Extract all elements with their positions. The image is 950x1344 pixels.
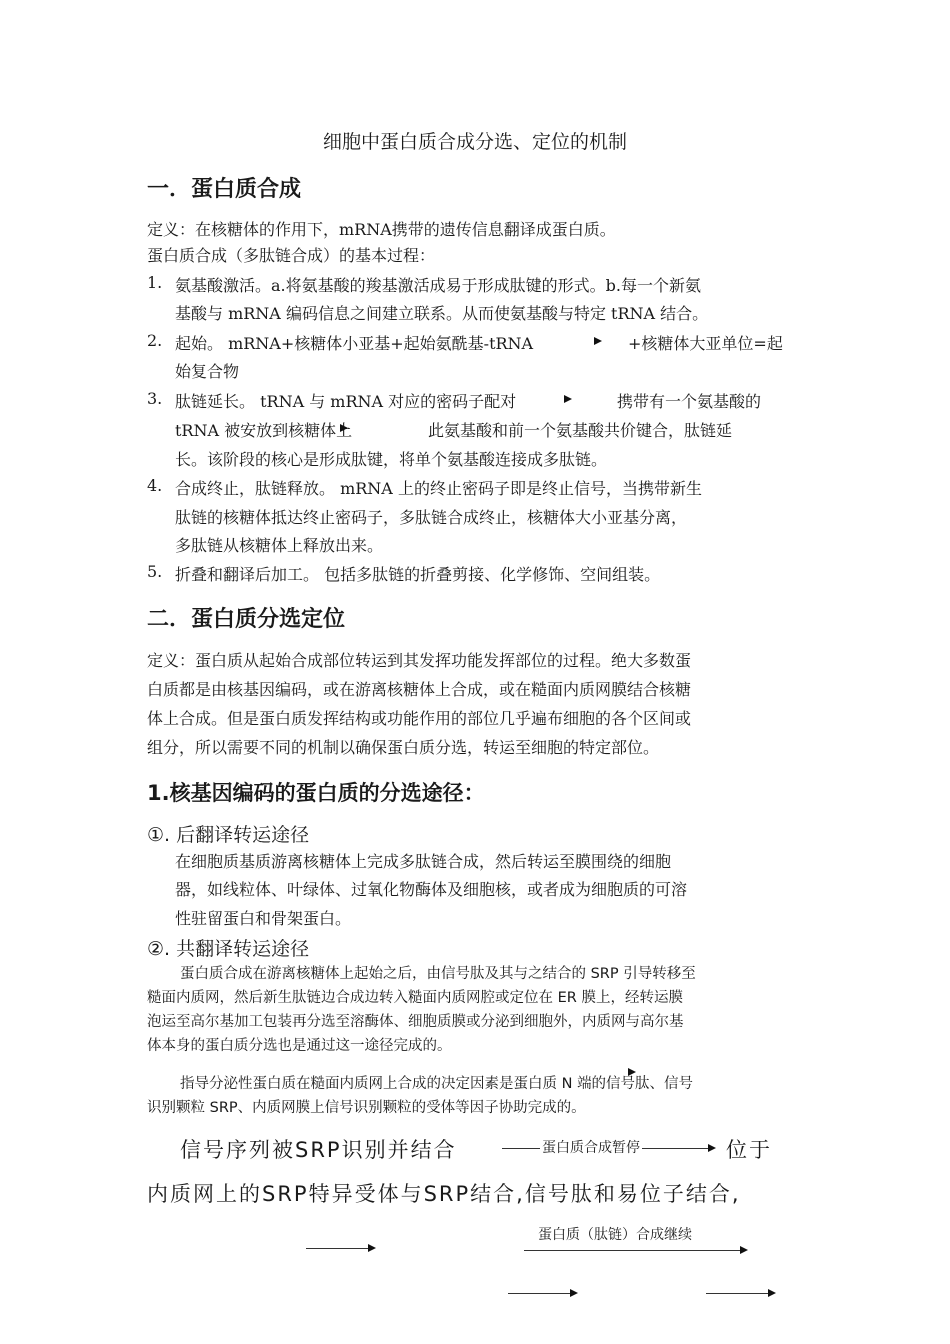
route2-para2-line: 识别颗粒 SRP、内质网膜上信号识别颗粒的受体等因子协助完成的。: [147, 1100, 586, 1116]
arrow-icon: [340, 424, 348, 432]
step-1-line: 基酸与 mRNA 编码信息之间建立联系。从而使氨基酸与特定 tRNA 结合。: [175, 304, 709, 323]
step-4-line: 肽链的核糖体抵达终止密码子，多肽链合成终止，核糖体大小亚基分离，: [175, 508, 688, 527]
arrow-icon: [594, 337, 602, 345]
section2-heading: 二．蛋白质分选定位: [147, 607, 346, 632]
step-4-line: 多肽链从核糖体上释放出来。: [175, 536, 384, 555]
step-3-line: tRNA 被安放到核糖体上: [175, 421, 353, 440]
step-2-line: 起始。 mRNA+核糖体小亚基+起始氨酰基-tRNA: [175, 334, 534, 353]
arrow-icon: [628, 1068, 636, 1076]
subsection-heading: 1.核基因编码的蛋白质的分选途径：: [147, 781, 485, 805]
step-3-line: 此氨基酸和前一个氨基酸共价键合，肽链延: [428, 421, 733, 440]
section2-definition-line: 定义：蛋白质从起始合成部位转运到其发挥功能发挥部位的过程。绝大多数蛋: [147, 651, 692, 670]
section2-definition-line: 组分，所以需要不同的机制以确保蛋白质分选，转运至细胞的特定部位。: [147, 738, 660, 757]
arrow-icon: [524, 1250, 746, 1251]
section1-process-intro: 蛋白质合成（多肽链合成）的基本过程：: [147, 246, 436, 265]
route1-line: 器，如线粒体、叶绿体、过氧化物酶体及细胞核，或者成为细胞质的可溶: [175, 880, 688, 899]
section1-definition: 定义：在核糖体的作用下，mRNA携带的遗传信息翻译成蛋白质。: [147, 220, 616, 239]
step-4-line: 合成终止，肽链释放。 mRNA 上的终止密码子即是终止信号，当携带新生: [175, 479, 702, 498]
step-number: 3.: [147, 389, 163, 408]
step-number: 4.: [147, 476, 163, 495]
step-5-line: 折叠和翻译后加工。 包括多肽链的折叠剪接、化学修饰、空间组装。: [175, 565, 661, 584]
arrow-icon: [306, 1248, 374, 1249]
section2-definition-line: 体上合成。但是蛋白质发挥结构或功能作用的部位几乎遍布细胞的各个区间或: [147, 709, 692, 728]
route2-line: 蛋白质合成在游离核糖体上起始之后，由信号肽及其与之结合的 SRP 引导转移至: [180, 966, 696, 982]
route2-line: 糙面内质网，然后新生肽链边合成边转入糙面内质网腔或定位在 ER 膜上，经转运膜: [147, 990, 683, 1006]
route1-line: 性驻留蛋白和骨架蛋白。: [175, 909, 352, 928]
flow-step-text: 内质网上的SRP特异受体与SRP结合,信号肽和易位子结合,: [147, 1182, 741, 1206]
step-3-line: 长。该阶段的核心是形成肽键，将单个氨基酸连接成多肽链。: [175, 450, 608, 469]
route2-heading: ②. 共翻译转运途径: [147, 938, 310, 960]
route1-heading: ①. 后翻译转运途径: [147, 824, 310, 846]
step-number: 2.: [147, 331, 163, 350]
section2-definition-line: 白质都是由核基因编码，或在游离核糖体上合成，或在糙面内质网膜结合核糖: [147, 680, 692, 699]
route2-para2-line: 指导分泌性蛋白质在糙面内质网上合成的决定因素是蛋白质 N 端的信号肽、信号: [180, 1076, 694, 1092]
route1-line: 在细胞质基质游离核糖体上完成多肽链合成，然后转运至膜围绕的细胞: [175, 852, 672, 871]
arrow-icon: [508, 1293, 576, 1294]
section1-heading: 一．蛋白质合成: [147, 177, 302, 202]
route2-line: 体本身的蛋白质分选也是通过这一途径完成的。: [147, 1038, 452, 1054]
arrow-icon: [706, 1293, 774, 1294]
step-number: 5.: [147, 562, 163, 581]
flow-step-text: 位于: [726, 1138, 772, 1162]
step-2-line: +核糖体大亚单位=起: [628, 334, 783, 353]
arrow-icon: [564, 395, 572, 403]
flow-arrow-label: 蛋白质（肽链）合成继续: [538, 1227, 692, 1243]
flow-arrow-label: 蛋白质合成暂停: [540, 1137, 642, 1157]
step-3-line: 肽链延长。 tRNA 与 mRNA 对应的密码子配对: [175, 392, 517, 411]
step-1-line: 氨基酸激活。a.将氨基酸的羧基激活成易于形成肽键的形式。b.每一个新氨: [175, 276, 701, 295]
page-title: 细胞中蛋白质合成分选、定位的机制: [322, 131, 627, 153]
step-number: 1.: [147, 273, 163, 292]
step-2-line: 始复合物: [175, 362, 240, 381]
flow-step-text: 信号序列被SRP识别并结合: [180, 1138, 457, 1162]
step-3-line: 携带有一个氨基酸的: [617, 392, 762, 411]
route2-line: 泡运至高尔基加工包装再分选至溶酶体、细胞质膜或分泌到细胞外，内质网与高尔基: [147, 1014, 684, 1030]
